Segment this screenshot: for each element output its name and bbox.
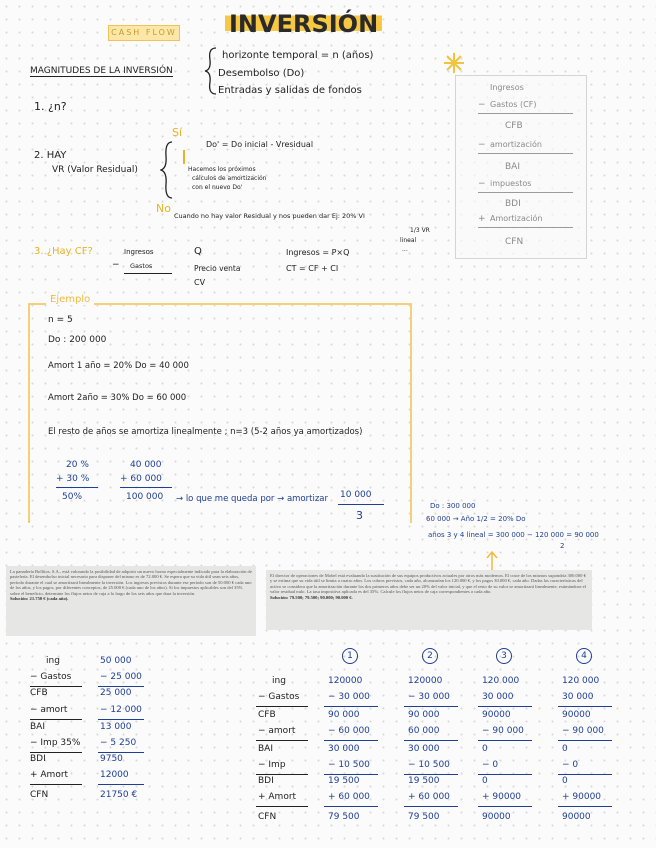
table1-label: BAI [30,722,45,732]
table2-label: CFN [258,812,277,822]
magnitudes-heading: MAGNITUDES DE LA INVERSIÓN [30,66,173,76]
table2-value: 60 000 [408,726,440,736]
ejemplo-line-1: n = 5 [48,315,73,325]
sum-mid: + 30 % [56,474,90,484]
sum-rule [56,487,98,488]
table2-rule [256,806,308,807]
side-box-rule [478,113,573,114]
table2-value: 30 000 [562,692,594,702]
table2-value: − 90 000 [562,726,604,736]
side-box-item: impuestos [490,179,532,188]
column-number-badge: 1 [342,648,358,664]
table2-value: 79 500 [408,812,440,822]
side-box-item: Gastos (CF) [490,100,537,109]
sum2-mid: + 60 000 [120,474,162,484]
table2-value: 0 [562,776,568,786]
sum2-result: 100 000 [126,492,164,502]
table2-value: − 30 000 [408,692,450,702]
table2-rule-blue [558,740,612,741]
table2-value: + 60 000 [328,792,370,802]
table2-value: 90000 [482,812,511,822]
exercise-2-solution: Solución: 79.500; 79.500; 90.000; 90.000 €. [270,594,353,600]
table2-value: 90000 [562,710,591,720]
mag-item-3: Entradas y salidas de fondos [218,85,362,96]
question-vr-1: 2. HAY [34,150,67,161]
side-box-item: Ingresos [490,83,524,92]
sum-result: 50% [62,492,83,502]
table2-value: + 90000 [482,792,522,802]
q3-gastos: Gastos [130,262,153,270]
question-n: 1. ¿n? [34,100,67,113]
table2-rule-blue [478,774,532,775]
table2-label: − amort [258,726,296,736]
table2-rule [256,740,308,741]
exercise-2-image [266,570,592,630]
side-note-1: 1/3 VR [410,227,430,234]
exercise-1-text: La panadería Bollitos, S.A., está valorando la posibilidad de adquirir un nuevo horno especialmente indicado para la elaboración de pastelería. El desembolso inicial necesario para disponer del mismo es de 72.000 €. Se espera que su vida útil sean seis años, período durante el cual se amortizará linealmente la inversión. Los ingresos previstos durante ese período son de 50.000 € cada uno de los años, y los pagos, por diferentes conceptos, de 25.000 € (cada uno de los años). Si los impuestos aplicables son del 35% sobre el beneficio, determine los flujos netos de caja a lo largo de los seis años que dura la inversión. [10,569,252,596]
table1-value: 12000 [100,770,129,780]
table1-rule [30,784,82,785]
table2-value: − 0 [482,760,499,770]
q3-formula-1: Ingresos = P×Q [286,248,350,257]
arrow-up-icon [486,550,498,572]
table2-value: 19 500 [328,776,360,786]
side-note-3: ... [402,246,408,253]
table1-value: − 25 000 [100,672,142,682]
table1-value: 25 000 [100,688,132,698]
table2-rule-blue [324,806,378,807]
table1-label: BDI [30,754,46,764]
table1-rule [30,686,82,687]
table2-value: 120000 [408,676,443,686]
table1-rule-blue [98,686,144,687]
ejemplo-box-bottom-left [28,521,30,522]
si-label: Sí [172,126,183,139]
frac-rule [338,504,384,505]
column-number-badge: 4 [576,648,592,664]
table2-rule-blue [558,806,612,807]
table2-rule-blue [404,806,458,807]
table2-value: 79 500 [328,812,360,822]
note-line-3: con el nuevo Do' [192,184,243,191]
table2-value: 120 000 [562,676,600,686]
ejemplo-line-5: El resto de años se amortiza linealmente ; n=3 (5-2 años ya amortizados) [48,427,363,437]
q3-q: Q [194,246,202,257]
table2-value: 0 [482,776,488,786]
side-box-item: Amortización [490,214,543,223]
side-box-item: CFB [505,121,523,131]
table2-value: 0 [482,744,488,754]
table1-rule [30,719,82,720]
side-box-item: BDI [505,199,521,209]
table1-value: 9750 [100,754,123,764]
table2-rule-blue [404,706,458,707]
table2-rule-blue [404,740,458,741]
table2-value: − 10 500 [328,760,370,770]
side-note-2: lineal [400,237,417,244]
table2-rule [256,774,308,775]
ejemplo-tail: → lo que me queda por → amortizar [176,494,328,504]
q3-precio: Precio venta [194,264,241,273]
table2-label: − Imp [258,760,286,770]
cash-flow-label: CASH FLOW [108,25,180,41]
mag-item-2: Desembolso (Do) [218,68,305,79]
table2-rule-blue [404,774,458,775]
table1-rule-blue [98,784,144,785]
table2-value: 90000 [562,812,591,822]
q3-cv: CV [194,278,206,287]
side-box-sign: − [478,179,486,189]
table2-value: − 60 000 [328,726,370,736]
table1-value: 21750 € [100,790,138,800]
table1-label: CFN [30,790,49,800]
table2-rule-blue [324,740,378,741]
mag-item-1: horizonte temporal = n (años) [222,50,374,61]
table2-label: ing [272,676,286,686]
table1-label: − amort [30,705,68,715]
table2-rule-blue [324,774,378,775]
no-label: No [156,202,171,215]
table2-value: − 30 000 [328,692,370,702]
table2-label: − Gastos [258,692,300,702]
exercise-1-image [6,566,256,636]
table2-value: 90 000 [408,710,440,720]
table2-value: 30 000 [482,692,514,702]
table2-rule-blue [478,706,532,707]
table2-value: − 10 500 [408,760,450,770]
question-cf: 3. ¿Hay CF? [34,246,93,257]
exercise-1-solution: Solución: 21.750 € (cada año). [10,596,69,602]
table2-value: 19 500 [408,776,440,786]
vr-formula: Do' = Do inicial - Vresidual [206,140,314,149]
note-line-2: cálculos de amortización [192,175,267,182]
side-box-rule [478,227,573,228]
blue-note-3: años 3 y 4 lineal = 300 000 − 120 000 = 90 000 [428,531,599,539]
table2-value: 30 000 [408,744,440,754]
table1-label: − Gastos [30,672,72,682]
sum-top: 20 % [66,460,89,470]
no-vr-text: Cuando no hay valor Residual y nos pueden dar Ej: 20% VI [174,212,365,220]
side-box-sign: + [478,214,486,224]
table2-value: + 60 000 [408,792,450,802]
sum2-rule [120,487,172,488]
table2-value: 30 000 [328,744,360,754]
blue-note-den: 2 [560,542,565,550]
table2-rule-blue [324,706,378,707]
asterisk-icon [443,52,465,74]
table1-label: − Imp 35% [30,738,81,748]
side-box-sign: − [478,100,486,110]
table2-rule-blue [558,774,612,775]
sum2-top: 40 000 [130,460,162,470]
table1-label: ing [46,656,60,666]
column-number-badge: 2 [422,648,438,664]
exercise-2-text: El director de operaciones de Mobel está evaluando la sustitución de sus equipos productivos actuales por otros más modernos. El coste de los mismos supondría 300.000 € y se estima que su vida útil se limita a cuatro años. Los cobros previstos, cada año, alcanzarían los 120.000 €, y los pagos 30.000 €, cada año. Dadas las características del activo se considera que la amortización durante los dos primeros años debe ser un 20% del valor inicial, y que el resto de su valor se amortizará linealmente, estimándose el valor residual nulo. La tasa impositiva aplicada es del 35%. Calcule los flujos netos de caja correspondientes a cada año. [270,573,586,595]
ejemplo-line-3: Amort 1 año = 20% Do = 40 000 [48,361,189,371]
table1-value: 50 000 [100,656,132,666]
frac-den: 3 [356,509,363,522]
table2-rule-blue [558,706,612,707]
question-vr-2: VR (Valor Residual) [52,165,138,175]
side-box-item: amortización [490,140,542,149]
table2-value: 120000 [328,676,363,686]
table2-label: CFB [258,710,276,720]
side-box-rule [478,192,573,193]
table1-rule-blue [98,752,144,753]
q3-minus: − [112,260,120,270]
brace-icon [204,46,218,96]
table2-value: 90000 [482,710,511,720]
side-box-item: CFN [505,237,524,247]
brace-icon-2 [160,140,174,200]
table1-rule-blue [98,719,144,720]
table1-label: + Amort [30,770,69,780]
ejemplo-line-4: Amort 2año = 30% Do = 60 000 [48,393,187,403]
table2-value: 0 [562,744,568,754]
table1-rule [30,752,82,753]
blue-note-2: 60 000 → Año 1/2 = 20% Do [426,515,526,523]
q3-underline [124,273,172,274]
ejemplo-label: Ejemplo [46,294,94,305]
table1-label: CFB [30,688,48,698]
table1-value: 13 000 [100,722,132,732]
note-line-1: Hacemos los próximos [188,166,256,173]
table2-label: BAI [258,744,273,754]
table2-value: + 90000 [562,792,602,802]
frac-num: 10 000 [340,490,372,500]
table2-value: − 0 [562,760,579,770]
side-box-sign: − [478,140,486,150]
q3-ingresos: Ingresos [124,248,154,256]
table2-rule [256,706,308,707]
table1-value: − 5 250 [100,738,137,748]
table2-rule-blue [478,740,532,741]
blue-note-1: Do : 300 000 [430,502,476,510]
table1-value: − 12 000 [100,705,142,715]
side-box-rule [478,153,573,154]
ejemplo-line-2: Do : 200 000 [48,335,107,345]
side-box-item: BAI [505,162,520,172]
table2-rule-blue [478,806,532,807]
table2-value: 120 000 [482,676,520,686]
q3-formula-2: CT = CF + CI [286,264,339,273]
yellow-arrow [183,150,185,164]
table2-value: − 90 000 [482,726,524,736]
page-title: INVERSIÓN [225,10,382,38]
column-number-badge: 3 [496,648,512,664]
table2-value: 90 000 [328,710,360,720]
table2-label: BDI [258,776,274,786]
table2-label: + Amort [258,792,297,802]
